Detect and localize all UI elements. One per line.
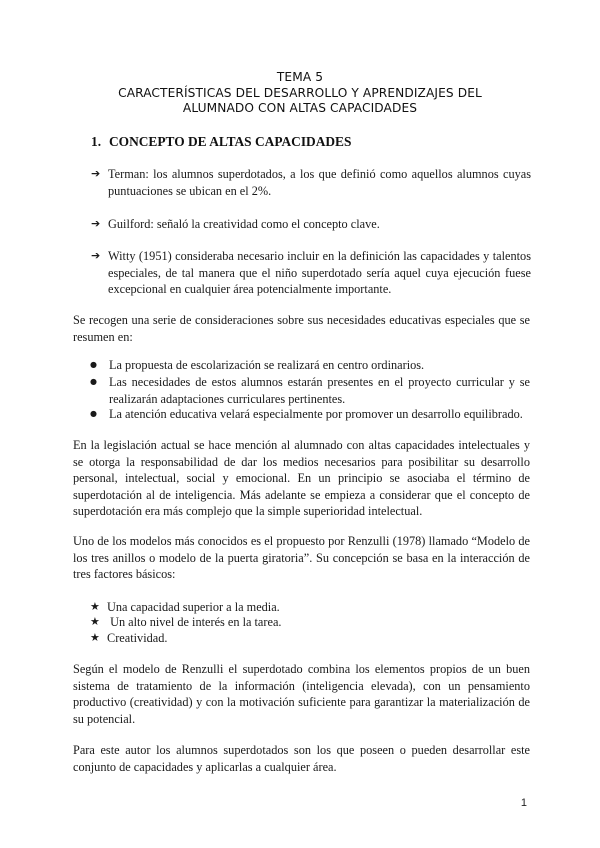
- star-list-item: [90, 630, 530, 647]
- arrow-list-item-text: Witty (1951) consideraba necesario incluir en la definición las capacidades y talentos especiales, de tal manera que el niño superdotado sería aquel cuya ejecución fuese excepcional en cualquier área potencialmente importante.: [108, 249, 531, 297]
- star-icon: ★: [90, 615, 100, 628]
- star-list-item-text: Una capacidad superior a la media.: [107, 600, 280, 614]
- arrow-list-item: [91, 216, 531, 233]
- bullet-icon: ●: [90, 409, 97, 418]
- arrow-right-icon: ➔: [91, 217, 101, 230]
- arrow-list-item: [91, 248, 531, 298]
- section-title: CONCEPTO DE ALTAS CAPACIDADES: [109, 134, 352, 149]
- topic-title-line-2: ALUMNADO CON ALTAS CAPACIDADES: [182, 101, 418, 115]
- arrow-right-icon: ➔: [91, 249, 101, 262]
- bullet-list-item: [90, 406, 530, 423]
- arrow-list-item-text: Terman: los alumnos superdotados, a los que definió como aquellos alumnos cuyas puntuaciones se ubican en el 2%.: [108, 167, 531, 198]
- star-icon: ★: [90, 631, 100, 644]
- document-header: [60, 70, 540, 117]
- bullet-list-item-text: La atención educativa velará especialmente por promover un desarrollo equilibrado.: [109, 407, 523, 421]
- bullet-list-item: [90, 374, 530, 407]
- paragraph: Se recogen una serie de consideraciones sobre sus necesidades educativas especiales que se resumen en:: [73, 313, 530, 344]
- bullet-icon: ●: [90, 377, 97, 386]
- star-list-item-text: Creatividad.: [107, 631, 168, 645]
- bullet-list-item: [90, 357, 530, 374]
- paragraph: Según el modelo de Renzulli el superdotado combina los elementos propios de un buen sistema de tratamiento de la información (inteligencia elevada), con un pensamiento productivo (creatividad) y con la motivación suficiente para garantizar la materialización de su potencial.: [73, 662, 530, 726]
- arrow-right-icon: ➔: [91, 167, 101, 180]
- paragraph: En la legislación actual se hace mención al alumnado con altas capacidades intelectuales y se otorga la responsabilidad de dar los medios necesarios para posibilitar su desarrollo personal, intelectual, social y emocional. En un principio se asociaba el término de superdotación al de inteligencia. Más adelante se empieza a considerar que el concepto de superdotación era más complejo que la simple superioridad intelectual.: [73, 438, 530, 519]
- section-number: 1.: [91, 134, 102, 149]
- topic-number: TEMA 5: [276, 70, 324, 84]
- paragraph: Para este autor los alumnos superdotados son los que poseen o pueden desarrollar este conjunto de capacidades y aplicarlas a cualquier área.: [73, 743, 530, 774]
- star-icon: ★: [90, 600, 100, 613]
- paragraph: Uno de los modelos más conocidos es el propuesto por Renzulli (1978) llamado “Modelo de los tres anillos o modelo de la puerta giratoria”. Su concepción se basa en la interacción de tres factores básicos:: [73, 534, 530, 582]
- bullet-list-item-text: La propuesta de escolarización se realizará en centro ordinarios.: [109, 358, 425, 372]
- page-number: 1: [520, 797, 527, 809]
- arrow-list-item: [91, 166, 531, 199]
- topic-title-line-1: CARACTERÍSTICAS DEL DESARROLLO Y APRENDIZAJES DEL: [118, 85, 482, 100]
- bullet-icon: ●: [90, 360, 97, 369]
- star-list-item: [90, 614, 530, 631]
- arrow-list-item-text: Guilford: señaló la creatividad como el concepto clave.: [108, 217, 380, 231]
- section-heading: [91, 134, 351, 150]
- bullet-list-item-text: Las necesidades de estos alumnos estarán presentes en el proyecto curricular y se realizarán adaptaciones curriculares pertinentes.: [109, 375, 530, 406]
- star-list-item-text: Un alto nivel de interés en la tarea.: [107, 615, 282, 629]
